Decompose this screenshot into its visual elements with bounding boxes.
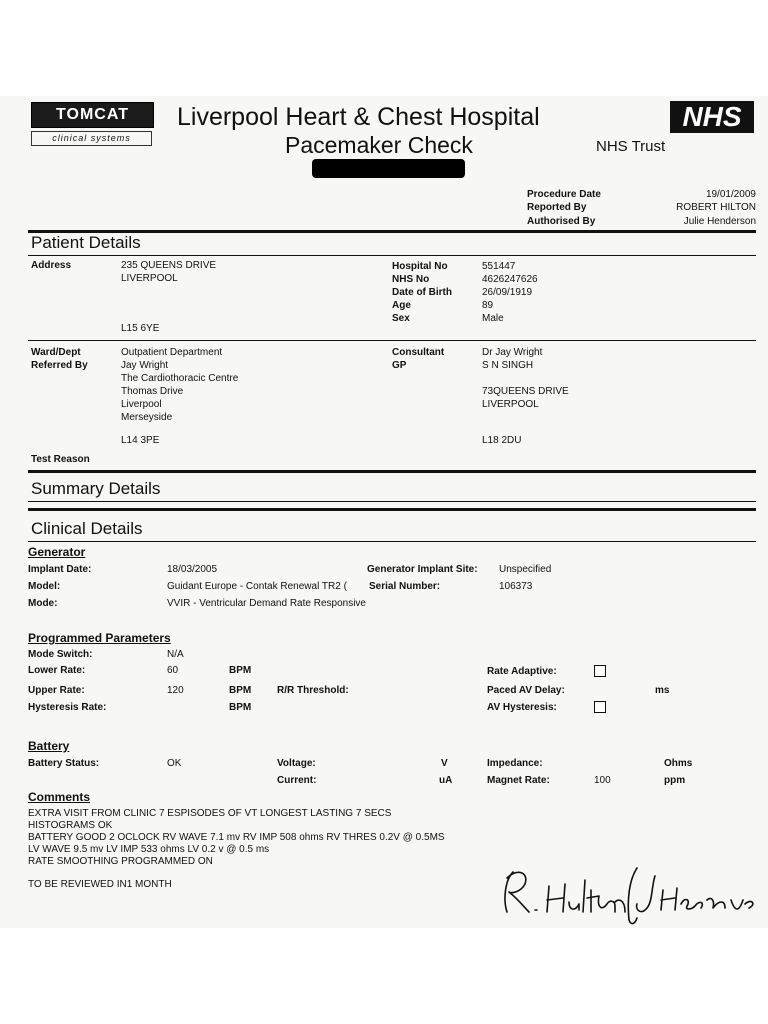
address-label: Address [31,260,72,271]
lower-rate-unit: BPM [229,665,252,676]
battery-heading: Battery [28,739,70,753]
comment-line: HISTOGRAMS OK [28,820,113,831]
hospital-no-value: 551447 [482,261,516,272]
referrer-line-5: Merseyside [121,412,173,423]
paced-av-delay-unit: ms [655,685,670,696]
sex-label: Sex [392,313,410,324]
gp-label: GP [392,360,407,371]
reported-by-label: Reported By [527,202,587,213]
signature-henderson-stroke [661,888,753,910]
upper-rate-label: Upper Rate: [28,685,85,696]
consultant-value: Dr Jay Wright [482,347,543,358]
comments-heading: Comments [28,790,91,804]
sex-value: Male [482,313,504,324]
hospital-no-label: Hospital No [392,261,448,272]
comment-line: EXTRA VISIT FROM CLINIC 7 ESPISODES OF VT LONGEST LASTING 7 SECS [28,808,392,819]
reported-by-value: ROBERT HILTON [676,202,756,213]
rate-adaptive-checkbox[interactable] [594,665,606,677]
hysteresis-rate-unit: BPM [229,702,252,713]
hospital-name: Liverpool Heart & Chest Hospital [177,103,540,131]
magnet-rate-value: 100 [594,775,611,786]
age-label: Age [392,300,411,311]
divider [28,255,756,256]
divider [28,340,756,341]
current-unit: uA [439,775,453,786]
paced-av-delay-label: Paced AV Delay: [487,685,565,696]
current-label: Current: [277,775,317,786]
signature-initial-r-stroke [505,872,529,912]
divider [28,470,756,473]
test-reason-label: Test Reason [31,454,90,465]
address-line-1: 235 QUEENS DRIVE [121,260,217,271]
battery-status-label: Battery Status: [28,758,100,769]
signature-bracket-stroke [628,868,637,924]
authorised-by-value: Julie Henderson [683,216,756,227]
mode-switch-value: N/A [167,649,184,660]
patient-details-title: Patient Details [31,233,141,252]
upper-rate-value: 120 [167,685,184,696]
tomcat-logo: TOMCAT [31,102,154,128]
address-line-2: LIVERPOOL [121,273,178,284]
address-postcode: L15 6YE [121,323,160,334]
scanned-sheet [0,96,768,928]
review-note: TO BE REVIEWED IN1 MONTH [28,879,172,890]
referrer-line-3: Thomas Drive [121,386,184,397]
av-hysteresis-checkbox[interactable] [594,701,606,713]
gp-postcode: L18 2DU [482,435,522,446]
procedure-date-label: Procedure Date [527,189,601,200]
divider [28,508,756,511]
serial-number-label: Serial Number: [369,581,441,592]
hysteresis-rate-label: Hysteresis Rate: [28,702,107,713]
referrer-line-2: The Cardiothoracic Centre [121,373,239,384]
procedure-date-value: 19/01/2009 [705,189,756,200]
ward-dept-label: Ward/Dept [31,347,81,358]
consultant-label: Consultant [392,347,445,358]
magnet-rate-label: Magnet Rate: [487,775,550,786]
programmed-parameters-heading: Programmed Parameters [28,631,171,645]
mode-value: VVIR - Ventricular Demand Rate Responsive [167,598,366,609]
comment-line: LV WAVE 9.5 mv LV IMP 533 ohms LV 0.2 v @ 0.5 ms [28,844,270,855]
clinical-details-title: Clinical Details [31,519,143,538]
redaction-bar [312,159,465,178]
mode-switch-label: Mode Switch: [28,649,93,660]
tomcat-logo-subtitle: clinical systems [31,131,152,146]
comments-block [28,808,445,868]
lower-rate-label: Lower Rate: [28,665,86,676]
signature-h-stroke [547,884,565,912]
referrer-postcode: L14 3PE [121,435,160,446]
serial-number-value: 106373 [499,581,533,592]
nhs-no-value: 4626247626 [482,274,538,285]
battery-status-value: OK [167,758,182,769]
comment-line: RATE SMOOTHING PROGRAMMED ON [28,856,213,867]
magnet-rate-unit: ppm [664,775,686,786]
impedance-unit: Ohms [664,758,693,769]
comment-line: BATTERY GOOD 2 OCLOCK RV WAVE 7.1 mv RV IMP 508 ohms RV THRES 0.2V @ 0.5MS [28,832,445,843]
voltage-unit: V [441,758,448,769]
divider [28,541,756,542]
ward-dept-value: Outpatient Department [121,347,223,358]
gp-address-line-2: LIVERPOOL [482,399,539,410]
referrer-line-4: Liverpool [121,399,162,410]
age-value: 89 [482,300,494,311]
implant-date-label: Implant Date: [28,564,92,575]
signatures [495,860,760,930]
dob-value: 26/09/1919 [482,287,533,298]
divider [28,501,756,502]
gp-value: S N SINGH [482,360,534,371]
referred-by-label: Referred By [31,360,88,371]
referrer-line-1: Jay Wright [121,360,169,371]
dob-label: Date of Birth [392,287,452,298]
voltage-label: Voltage: [277,758,316,769]
implant-date-value: 18/03/2005 [167,564,218,575]
nhs-no-label: NHS No [392,274,430,285]
model-label: Model: [28,581,61,592]
gp-address-line-1: 73QUEENS DRIVE [482,386,569,397]
summary-details-title: Summary Details [31,479,161,498]
authorised-by-label: Authorised By [527,216,596,227]
mode-label: Mode: [28,598,58,609]
implant-site-value: Unspecified [499,564,552,575]
rr-threshold-label: R/R Threshold: [277,685,349,696]
nhs-logo: NHS [670,101,754,133]
generator-heading: Generator [28,545,86,559]
nhs-trust-label: NHS Trust [596,138,666,155]
implant-site-label: Generator Implant Site: [367,564,478,575]
report-title: Pacemaker Check [285,132,473,158]
model-value: Guidant Europe - Contak Renewal TR2 ( [167,581,347,592]
upper-rate-unit: BPM [229,685,252,696]
signature-j-stroke [637,876,655,912]
av-hysteresis-label: AV Hysteresis: [487,702,557,713]
rate-adaptive-label: Rate Adaptive: [487,666,557,677]
lower-rate-value: 60 [167,665,179,676]
impedance-label: Impedance: [487,758,543,769]
signature-hilton-stroke [569,880,625,912]
